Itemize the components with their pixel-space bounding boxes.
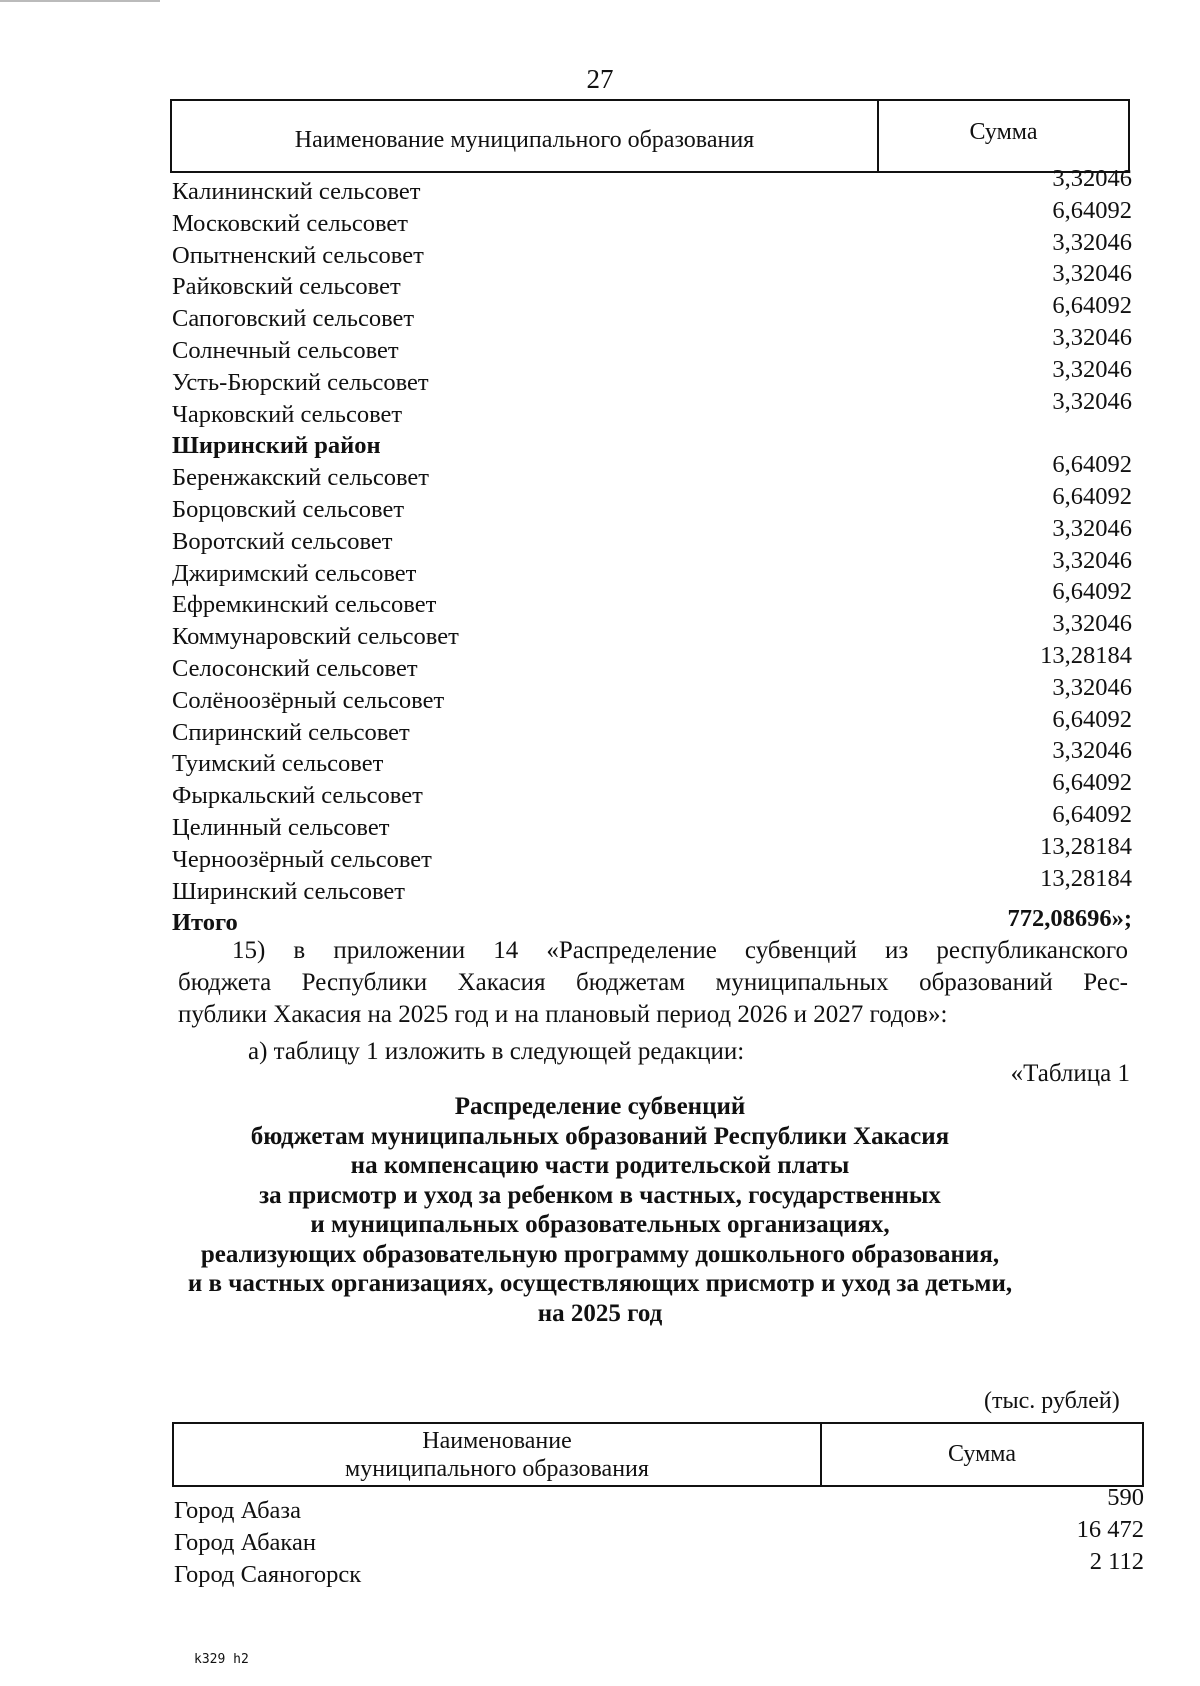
row-value: 6,64092 — [1052, 482, 1132, 510]
table-row — [172, 165, 1132, 208]
footer-code: k329 h2 — [194, 1652, 249, 1667]
table-title — [0, 1092, 1200, 1328]
table-row — [172, 832, 1132, 876]
row-name: Сапоговский сельсовет — [172, 305, 415, 333]
row-value: 3,32046 — [1052, 165, 1132, 192]
table1-header — [170, 99, 1130, 173]
table-row — [172, 514, 1132, 558]
title-line: бюджетам муниципальных образований Республики Хакасия — [250, 1122, 950, 1150]
table-row — [172, 800, 1132, 844]
table-row — [172, 260, 1132, 303]
row-value: 6,64092 — [1052, 196, 1132, 224]
row-value: 3,32046 — [1052, 610, 1132, 638]
row-name: Борцовский сельсовет — [172, 495, 405, 523]
row-name: Джиримский сельсовет — [172, 559, 417, 587]
table-label: «Таблица 1 — [1010, 1060, 1130, 1087]
table-row — [174, 1547, 1144, 1591]
row-value: 3,32046 — [1052, 355, 1132, 383]
row-value: 3,32046 — [1052, 546, 1132, 574]
table-row — [172, 546, 1132, 590]
units-label: (тыс. рублей) — [984, 1388, 1120, 1414]
table-row — [172, 451, 1132, 494]
row-value: 6,64092 — [1052, 800, 1132, 828]
table-row — [172, 323, 1132, 367]
row-name: Спиринский сельсовет — [172, 718, 410, 746]
row-value: 13,28184 — [1040, 864, 1132, 892]
row-name: Туимский сельсовет — [172, 750, 384, 778]
scan-edge-mark — [0, 0, 160, 2]
title-line: на компенсацию части родительской платы — [350, 1152, 850, 1179]
row-name: Усть-Бюрский сельсовет — [172, 368, 429, 396]
row-name: Солёноозёрный сельсовет — [172, 686, 445, 714]
title-line: и в частных организациях, осуществляющих присмотр и уход за детьми, — [187, 1270, 1013, 1297]
table1-header-name: Наименование муниципального образования — [172, 101, 879, 171]
table2-header-sum: Сумма — [948, 1441, 1016, 1467]
row-name: Чарковский сельсовет — [172, 400, 403, 428]
table-row — [172, 196, 1132, 240]
table-row — [172, 387, 1132, 431]
table2-header-name-line: муниципального образования — [345, 1455, 649, 1482]
row-value: 2 112 — [1089, 1547, 1144, 1575]
row-value: 590 — [1107, 1484, 1144, 1511]
title-line: Распределение субвенций — [454, 1093, 746, 1120]
row-name: Беренжакский сельсовет — [172, 464, 429, 492]
table1-header-sum: Сумма — [969, 118, 1038, 145]
table-row-group — [172, 430, 1132, 462]
row-name: Город Саяногорск — [174, 1560, 362, 1588]
row-value: 3,32046 — [1052, 323, 1132, 351]
row-name: Фыркальский сельсовет — [172, 782, 423, 810]
row-name: Целинный сельсовет — [172, 813, 390, 841]
table-row — [172, 292, 1132, 335]
row-value: 3,32046 — [1052, 514, 1132, 542]
row-name: Воротский сельсовет — [172, 527, 393, 555]
table-row — [172, 769, 1132, 812]
table2-header-name-line: Наименование — [422, 1427, 572, 1454]
row-name: Московский сельсовет — [172, 209, 408, 237]
paragraph-line: публики Хакасия на 2025 год и на плановый период 2026 и 2027 годов»: — [178, 1001, 948, 1028]
table-row — [172, 737, 1132, 780]
table-row — [172, 578, 1132, 621]
row-name: Коммунаровский сельсовет — [172, 623, 459, 651]
table-row — [172, 482, 1132, 526]
table-row — [172, 355, 1132, 399]
table-row — [172, 641, 1132, 685]
row-name: Опытненский сельсовет — [172, 241, 424, 269]
table-row — [174, 1515, 1144, 1559]
row-value: 13,28184 — [1040, 641, 1132, 669]
row-name: Ефремкинский сельсовет — [172, 591, 437, 619]
row-value: 3,32046 — [1052, 260, 1132, 288]
table-row — [174, 1484, 1144, 1527]
row-value: 3,32046 — [1052, 737, 1132, 765]
paragraph-line: 15) в приложении 14 «Распределение субвенций из республиканского — [232, 937, 1128, 964]
row-name: Селосонский сельсовет — [172, 654, 418, 682]
row-value: 6,64092 — [1052, 769, 1132, 797]
row-value: 3,32046 — [1052, 673, 1132, 701]
table2-rows — [174, 1484, 1144, 1590]
table-row — [172, 673, 1132, 717]
row-value: 6,64092 — [1052, 292, 1132, 320]
row-value: 6,64092 — [1052, 578, 1132, 606]
paragraph-15 — [178, 935, 1128, 1031]
row-name: Солнечный сельсовет — [172, 336, 399, 364]
row-value: 13,28184 — [1040, 832, 1132, 860]
total-label: Итого — [172, 909, 238, 937]
row-group-name: Ширинский район — [172, 432, 381, 460]
table2-header — [172, 1422, 1144, 1487]
sub-item-a: а) таблицу 1 изложить в следующей редакции: — [248, 1038, 745, 1065]
row-name: Черноозёрный сельсовет — [172, 845, 432, 873]
row-name: Ширинский сельсовет — [172, 877, 406, 905]
row-value: 16 472 — [1076, 1515, 1144, 1543]
table2-header-name — [174, 1424, 822, 1485]
table-row — [172, 864, 1132, 908]
row-name: Город Абакан — [174, 1528, 316, 1556]
row-value: 3,32046 — [1052, 228, 1132, 256]
title-line: и муниципальных образовательных организациях, — [310, 1211, 890, 1238]
row-name: Город Абаза — [174, 1497, 301, 1524]
title-line: за присмотр и уход за ребенком в частных, государственных — [259, 1181, 941, 1209]
table1-rows — [172, 165, 1132, 939]
total-value: 772,08696»; — [1007, 905, 1132, 933]
row-value: 3,32046 — [1052, 387, 1132, 415]
row-name: Калининский сельсовет — [172, 178, 421, 205]
table-row — [172, 228, 1132, 272]
row-name: Райковский сельсовет — [172, 273, 401, 301]
title-line: на 2025 год — [537, 1299, 663, 1327]
paragraph-line: бюджета Республики Хакасия бюджетам муниципальных образований Рес- — [178, 969, 1128, 996]
title-line: реализующих образовательную программу дошкольного образования, — [200, 1240, 1000, 1268]
table-row — [172, 705, 1132, 749]
table-row — [172, 610, 1132, 653]
row-value: 6,64092 — [1052, 705, 1132, 733]
row-value: 6,64092 — [1052, 451, 1132, 479]
page-number: 27 — [586, 64, 614, 94]
